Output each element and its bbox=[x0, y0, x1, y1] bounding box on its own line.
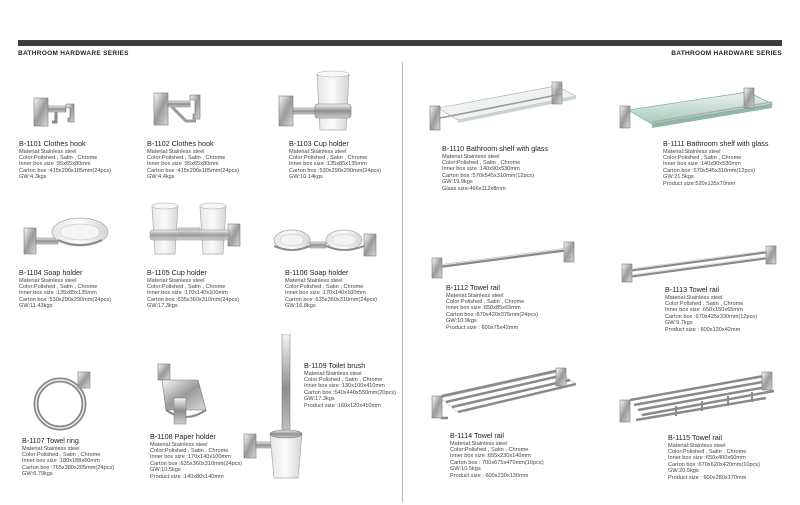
clothes-hook-1101-image bbox=[30, 90, 90, 140]
towel-rail-1115-image bbox=[616, 370, 778, 434]
product-spec-1115: B-1115 Towel rail Material:Stainless steel Color:Polished , Satin , Chrome Inner box size :650x400x60mm Carton box :670x620x420mm(10pcs) GW:20.5kgs Product size : 600x280x170mm bbox=[668, 433, 761, 481]
soap-holder-1106-image bbox=[272, 220, 382, 266]
towel-ring-1107-image bbox=[30, 368, 100, 436]
cup-holder-1105-image bbox=[148, 198, 248, 266]
clothes-hook-1102-image bbox=[150, 85, 220, 140]
product-spec-1105: B-1105 Cup holder Material:Stainless steel Color:Polished , Satin , Chrome Inner box size :170x140x100mm Carton box :635x360x310mm(24pcs) GW:17.3kgs bbox=[147, 268, 240, 310]
soap-holder-1104-image bbox=[22, 210, 112, 265]
product-spec-1113: B-1113 Towel rail Material:Stainless steel Color:Polished , Satin , Chrome Inner box size :650x150x65mm Carton box :670x425x330mm(12pcs) GW:9.7kgs Product size : 600x130x42mm bbox=[665, 285, 758, 333]
product-spec-1106: B-1106 Soap holder Material:Stainless steel Color:Polished , Satin , Chrome Inner box size :170x140x100mm Carton box :635x360x310mm(24pcs) GW:16.8kgs bbox=[285, 268, 378, 310]
product-spec-1110: B-1110 Bathroom shelf with glass Material:Stainless steel Color:Polished , Satin , Chrome Inner box size :140x90x530mm Carton box :570x545x310mm(12pcs) GW:19.9kgs Glass size:466x112x8mm bbox=[442, 144, 548, 192]
product-spec-1108: B-1108 Paper holder Material:Stainless steel Color:Polished , Satin , Chrome Inner box size :170x140x100mm Carton box :635x360x310mm(24pcs) GW:10.5kgs Product size :140x80x140mm bbox=[150, 432, 243, 480]
product-spec-1103: B-1103 Cup holder Material:Stainless steel Color:Polished , Satin , Chrome Inner box size :135x85x135mm Carton box :530x290x290mm(24pcs) GW:10.14kgs bbox=[289, 139, 382, 181]
product-name: B-1101 Clothes hook bbox=[19, 139, 86, 148]
header-bar bbox=[18, 40, 782, 46]
product-spec-1109: B-1109 Toilet brush Material:Stainless steel Color:Polished , Satin , Chrome Inner box size :130x100x410mm Carton box :540x440x550mm(20pcs) GW:17.3kgs Product size :160x120x410mm bbox=[304, 361, 397, 409]
paper-holder-1108-image bbox=[152, 362, 222, 430]
product-spec-1101: B-1101 Clothes hook Material:Stainless steel Color:Polished , Satin , Chrome Inner box size :95x65x80mm Carton box :415x200x185mm(24pcs) GW:4.3kgs bbox=[19, 139, 112, 181]
product-spec-1114: B-1114 Towel rail Material:Stainless steel Color:Polished , Satin , Chrome Inner box size :655x230x140mm Carton box : 700x675x470mm(10pcs) GW:10.5kgs Product size : 600x230x130mm bbox=[450, 431, 544, 479]
product-spec-1107: B-1107 Towel ring Material:Stainless steel Color:Polished , Satin , Chrome Inner box size :180x188x60mm Carton box :765x380x205mm(24pcs) GW:6.79kgs bbox=[22, 436, 115, 478]
bathroom-shelf-1111-image bbox=[616, 84, 776, 144]
product-spec-1111: B-1111 Bathroom shelf with glass Material:Stainless steel Color:Polished , Satin , Chrome Inner box size :140x90x530mm Carton box :570x545x310mm(12pcs) GW:21.5kgs Product size:520x135x70mm bbox=[663, 139, 769, 187]
towel-rail-1114-image bbox=[428, 362, 580, 430]
bathroom-shelf-1110-image bbox=[428, 78, 578, 144]
series-title-right: BATHROOM HARDWARE SERIES bbox=[671, 50, 782, 57]
product-spec-1112: B-1112 Towel rail Material:Stainless steel Color:Polished , Satin , Chrome Inner box size :650x85x65mm Carton box :670x420x375mm(24pcs) GW:10.9kgs Product size : 600x75x42mm bbox=[446, 283, 539, 331]
cup-holder-1103-image bbox=[275, 68, 365, 140]
product-spec-1102: B-1102 Clothes hook Material:Stainless steel Color:Polished , Satin , Chrome Inner box size :95x65x80mm Carton box :415x200x185mm(24pcs) GW:4.4kgs bbox=[147, 139, 240, 181]
series-title-left: BATHROOM HARDWARE SERIES bbox=[18, 50, 129, 57]
towel-rail-1113-image bbox=[620, 242, 780, 286]
page-divider bbox=[402, 62, 403, 502]
product-spec-1104: B-1104 Soap holder Material:Stainless steel Color:Polished , Satin , Chrome Inner box size :135x85x135mm Carton box :530x290x290mm(24pcs) GW:11.43kgs bbox=[19, 268, 112, 310]
towel-rail-1112-image bbox=[430, 238, 580, 282]
